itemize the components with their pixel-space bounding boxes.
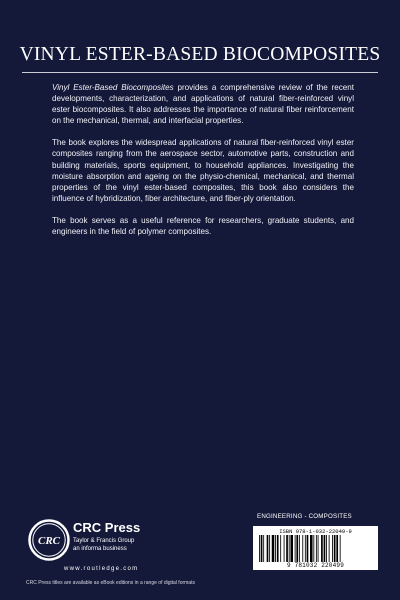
- blurb-paragraph-1: [52, 82, 354, 126]
- blurb-paragraph-1-text: provides a comprehensive review of the recent developments, characterization, and applications of natural fiber-reinforced vinyl ester biocomposites. It also addresses the importance of natural fiber reinforcement on the mechanical, thermal, and interfacial properties.: [52, 83, 354, 126]
- publisher-group: [73, 537, 134, 553]
- publisher-url: www.routledge.com: [64, 566, 139, 572]
- blurb-paragraph-3: The book serves as a useful reference for researchers, graduate students, and engineers in the field of polymer composites.: [52, 215, 354, 237]
- blurb: [52, 82, 354, 248]
- title-divider: [22, 72, 378, 73]
- barcode-bars: [259, 535, 372, 562]
- crc-press-logo-icon: [28, 519, 70, 561]
- publisher-group-line-1: Taylor & Francis Group: [73, 538, 135, 544]
- crc-logo-text: CRC: [37, 535, 61, 547]
- book-title: VINYL ESTER-BASED BIOCOMPOSITES: [19, 44, 381, 65]
- ebook-footnote: CRC Press titles are available as eBook editions in a range of digital formats: [26, 580, 195, 586]
- isbn-barcode: [253, 526, 378, 570]
- isbn-label: ISBN 978-1-032-22049-9: [279, 528, 352, 535]
- subject-category: ENGINEERING - COMPOSITES: [257, 513, 352, 520]
- barcode-digits: 9 781032 220499: [286, 562, 344, 569]
- publisher-group-line-2: an informa business: [73, 546, 127, 552]
- publisher-name: CRC Press: [73, 520, 141, 535]
- blurb-paragraph-2: The book explores the widespread applications of natural fiber-reinforced vinyl ester composites ranging from the aerospace sector, automotive parts, construction and building materials, sports equipment, to household appliances. Investigating the moisture absorption and ageing on the physio-chemical, mechanical, and thermal properties of the vinyl ester-based composites, this book also considers the influence of hybridization, fiber architecture, and fiber-ply orientation.: [52, 138, 354, 203]
- book-title-italic: Vinyl Ester-Based Biocomposites: [52, 83, 174, 92]
